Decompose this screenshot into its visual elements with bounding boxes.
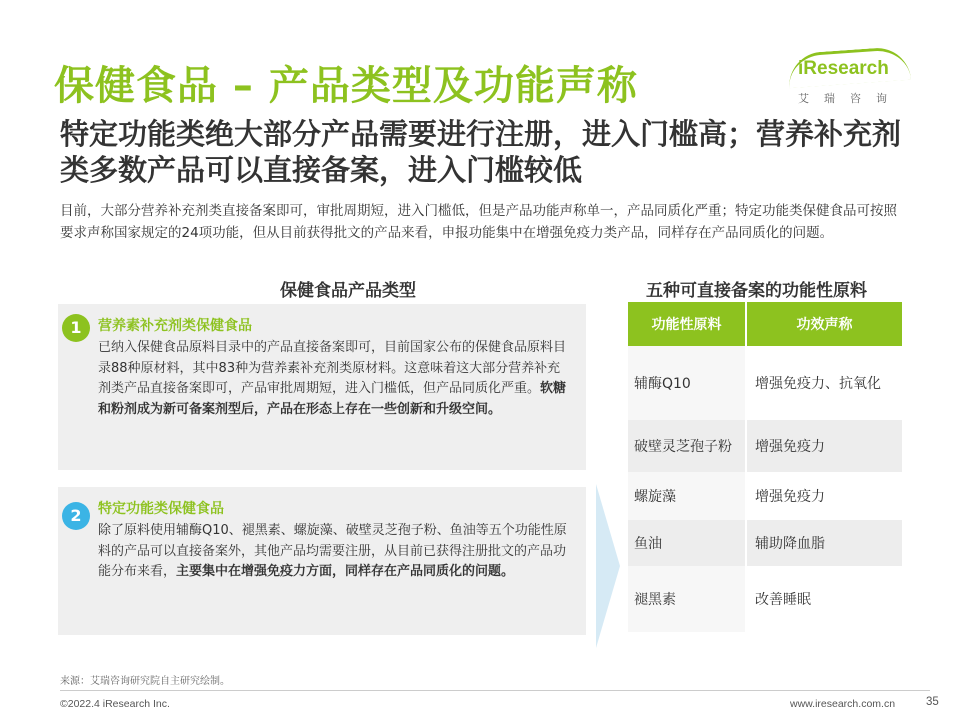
table-row — [628, 346, 902, 420]
left-section-title: 保健食品产品类型 — [280, 281, 416, 301]
iresearch-logo — [788, 50, 918, 112]
card-nutrient-supplement — [58, 304, 586, 470]
table-cell: 辅助降血脂 — [747, 520, 902, 566]
card-body-emphasis: 软糖和粉剂成为新可备案剂型后，产品在形态上存在一些创新和升级空间。 — [98, 381, 567, 417]
website-link[interactable]: www.iresearch.com.cn — [790, 698, 896, 710]
column-header: 功效声称 — [747, 302, 902, 346]
card-body-text: 除了原料使用辅酶Q10、褪黑素、螺旋藻、破壁灵芝孢子粉、鱼油等五个功能性原料的产品可以直接备案外，其他产品均需要注册，从目前已获得注册批文的产品功能分布来看， — [98, 523, 567, 579]
logo-wordmark: iResearch — [798, 58, 889, 79]
table-row — [628, 520, 902, 566]
footer-divider — [60, 690, 930, 691]
table-row — [628, 420, 902, 472]
table-header — [628, 302, 902, 346]
number-badge: 1 — [62, 314, 90, 342]
logo-chinese: 艾瑞咨询 — [798, 92, 902, 105]
column-header: 功能性原料 — [628, 302, 745, 346]
table-cell: 破壁灵芝孢子粉 — [628, 420, 745, 472]
card-specific-function — [58, 487, 586, 635]
table-cell: 增强免疫力、抗氧化 — [747, 346, 902, 420]
card-body — [98, 521, 572, 583]
arrow-right-icon — [596, 484, 620, 648]
ingredients-table — [628, 302, 902, 632]
page-subtitle: 特定功能类绝大部分产品需要进行注册，进入门槛高；营养补充剂类多数产品可以直接备案，进入门槛较低 — [60, 117, 902, 187]
intro-paragraph: 目前，大部分营养补充剂类直接备案即可，审批周期短，进入门槛低，但是产品功能声称单一，产品同质化严重；特定功能类保健食品可按照要求声称国家规定的24项功能，但从目前获得批文的产品来看，申报功能集中在增强免疫力类产品，同样存在产品同质化的问题。 — [60, 203, 897, 241]
table-cell: 辅酶Q10 — [628, 346, 745, 420]
card-heading: 特定功能类保健食品 — [98, 501, 224, 517]
table-row — [628, 566, 902, 632]
card-body-emphasis: 主要集中在增强免疫力方面，同样存在产品同质化的问题。 — [176, 564, 515, 579]
copyright: ©2022.4 iResearch Inc. — [60, 698, 170, 710]
table-cell: 改善睡眠 — [747, 566, 902, 632]
table-cell: 螺旋藻 — [628, 472, 745, 520]
card-heading: 营养素补充剂类保健食品 — [98, 318, 252, 334]
table-cell: 增强免疫力 — [747, 472, 902, 520]
card-body — [98, 338, 572, 420]
right-section-title: 五种可直接备案的功能性原料 — [646, 281, 867, 301]
table-row — [628, 472, 902, 520]
table-cell: 褪黑素 — [628, 566, 745, 632]
table-cell: 增强免疫力 — [747, 420, 902, 472]
page-title: 保健食品 – 产品类型及功能声称 — [54, 63, 638, 109]
card-body-text: 已纳入保健食品原料目录中的产品直接备案即可，目前国家公布的保健食品原料目录88种原材料，其中83种为营养素补充剂类原材料。这意味着这大部分营养补充剂类产品直接备案即可，产品审批周期短，进入门槛低，但产品同质化严重。 — [98, 340, 567, 396]
number-badge: 2 — [62, 502, 90, 530]
source-note: 来源：艾瑞咨询研究院自主研究绘制。 — [60, 676, 230, 687]
table-cell: 鱼油 — [628, 520, 745, 566]
page-number: 35 — [926, 696, 939, 708]
